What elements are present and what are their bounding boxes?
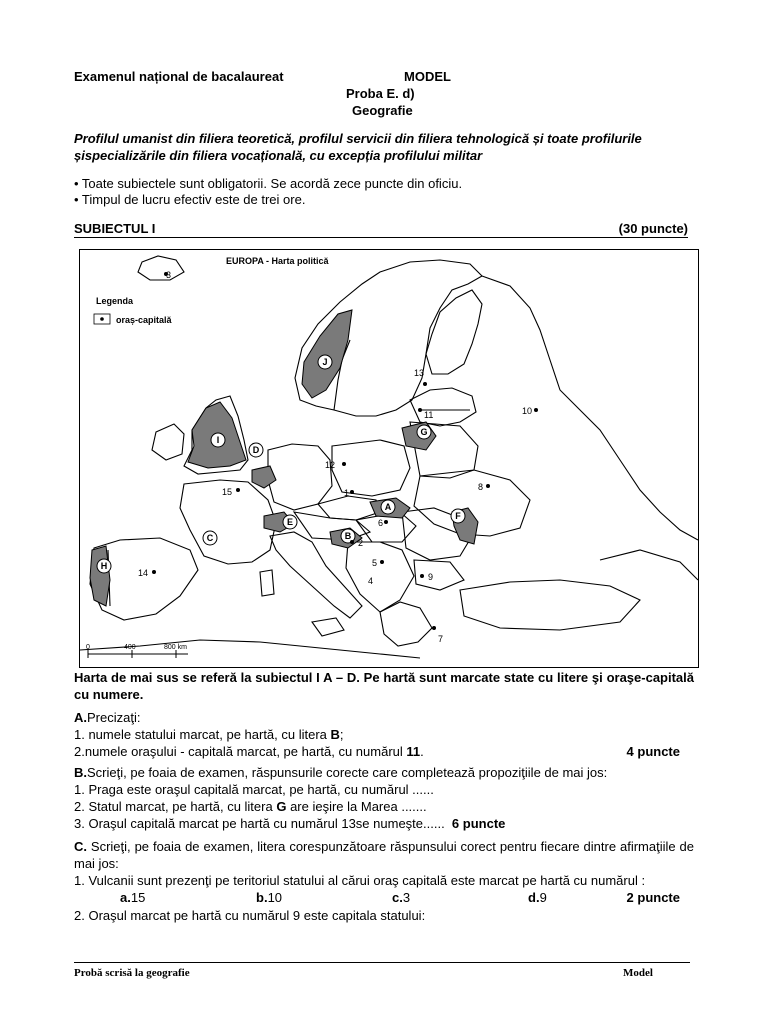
capital-14: 14 [138,568,149,578]
section-points: (30 puncte) [618,221,688,236]
capital-1: 1 [344,488,350,498]
letter-J: J [322,357,328,367]
proba-label: Proba E. d) [346,86,415,101]
capital-9: 9 [428,572,434,582]
capital-15: 15 [222,487,233,497]
state-H [90,546,110,606]
rule-item: • Timpul de lucru efectiv este de trei ore. [74,192,306,207]
capital-10: 10 [522,406,533,416]
footer-right: Model [623,967,653,979]
capital-2: 2 [358,538,364,548]
model-label: MODEL [404,69,451,84]
map-intro: Harta de mai sus se referă la subiectul I A – D. Pe hartă sunt marcate state cu litere şi oraşe-capitală cu numere. [74,670,694,702]
letter-G: G [420,427,428,437]
capital-3: 3 [166,270,172,280]
svg-text:400: 400 [124,644,136,651]
section-title [74,221,688,238]
map-title: EUROPA - Harta politică [226,256,329,266]
capital-8: 8 [478,482,484,492]
part-b: B.Scrieţi, pe foaia de examen, răspunsurile corecte care completează propoziţiile de mai jos: 1. Praga este oraşul capitală marcat, pe hartă, cu numărul ...... 2. Statul marcat, pe hartă, cu litera G are ieşire la Marea ....... 3. Oraşul capitală marcat pe hartă cu numărul 13se numeşte...... 6 puncte [74,765,608,831]
questions [74,669,694,924]
state-J [302,310,352,398]
capital-12: 12 [325,460,336,470]
letter-B: B [344,531,352,541]
part-b-points: 6 puncte [451,816,506,831]
part-c: C. Scrieţi, pe foaia de examen, litera corespunzătoare răspunsului corect pentru fiecare dintre afirmaţiile de mai jos: 1. Vulcanii sunt prezenţi pe teritoriul statului al cărui oraş capitală este marcat pe hartă cu numărul : a.15 b.10 c.3 d.9 2 puncte 2. Oraşul marcat pe hartă cu numărul 9 este capitala statului: [74,839,694,923]
capital-5: 5 [372,558,378,568]
europe-map [79,249,699,668]
rules-list [74,176,694,208]
subject-label: Geografie [352,103,413,118]
capital-4: 4 [368,576,374,586]
capital-7: 7 [438,634,444,644]
rule-item: • Toate subiectele sunt obligatorii. Se acordă zece puncte din oficiu. [74,176,463,191]
state-D [252,466,276,488]
letter-E: E [286,517,294,527]
marked-states [90,310,478,606]
exam-title: Examenul național de bacalaureat [74,69,284,84]
letter-C: C [206,533,214,543]
part-a: A.Precizaţi: 1. numele statului marcat, pe hartă, cu litera B; 2.numele oraşului - capitală marcat, pe hartă, cu numărul 11. 4 puncte [74,710,680,759]
letter-markers [97,355,465,573]
map-svg [80,250,698,667]
letter-D: D [252,445,260,455]
capital-6: 6 [378,518,384,528]
section-name: SUBIECTUL I [74,221,156,236]
letter-H: H [100,561,108,571]
part-c-points: 2 puncte [626,890,680,905]
footer-left: Probă scrisă la geografie [74,967,190,979]
footer-divider [74,962,690,963]
letter-A: A [384,502,392,512]
svg-text:0: 0 [86,644,90,651]
profile-text: Profilul umanist din filiera teoretică, profilul servicii din filiera tehnologică și toate profilurile șispecializările din filiera vocațională, cu excepția profilului militar [74,131,642,163]
capital-13: 13 [414,368,425,378]
part-a-points: 4 puncte [626,744,680,759]
letter-I: I [216,435,220,445]
letter-F: F [455,511,461,521]
part-c-options: a.15 b.10 c.3 d.9 2 puncte [120,890,680,905]
legend-item: oraș-capitală [116,315,172,325]
svg-text:800 km: 800 km [164,644,187,651]
capital-11: 11 [424,410,434,420]
legend-title: Legenda [96,296,134,306]
